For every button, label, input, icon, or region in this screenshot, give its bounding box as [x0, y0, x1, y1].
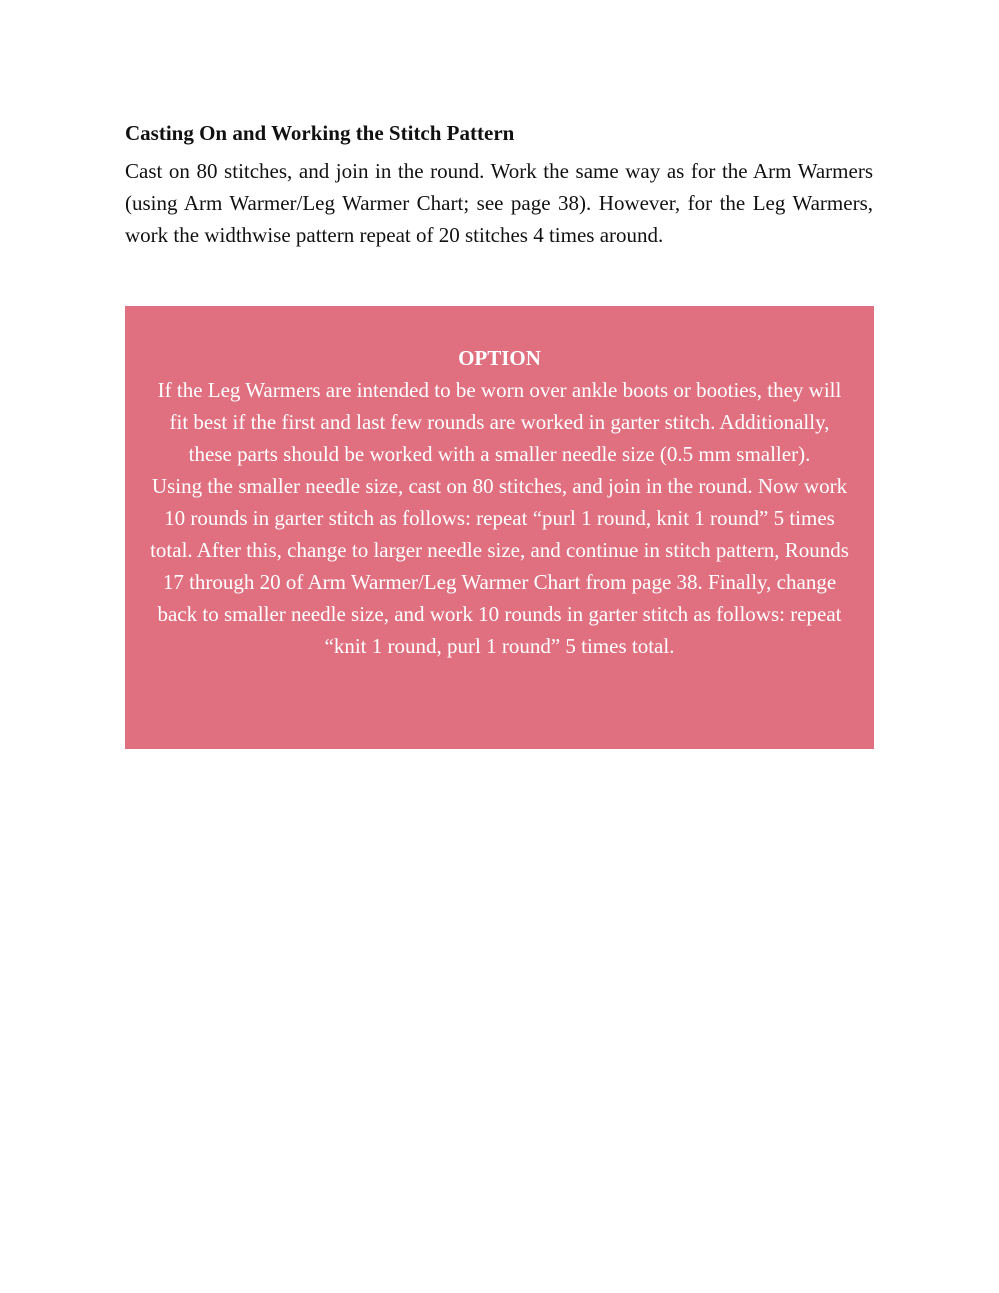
body-paragraph: Cast on 80 stitches, and join in the round. Work the same way as for the Arm Warmers (using Arm Warmer/Leg Warmer Chart; see page 38). However, for the Leg Warmers, work the widthwise pattern repeat of 20 stitches 4 times around. — [125, 159, 873, 247]
section-heading: Casting On and Working the Stitch Pattern — [125, 121, 515, 145]
option-callout-box — [125, 306, 874, 749]
option-paragraph-2: Using the smaller needle size, cast on 80 stitches, and join in the round. Now work 10 rounds in garter stitch as follows: repeat “purl 1 round, knit 1 round” 5 times total. After this, change to larger needle size, and continue in stitch pattern, Rounds 17 through 20 of Arm Warmer/Leg Warmer Chart from page 38. Finally, change back to smaller needle size, and work 10 rounds in garter stitch as follows: repeat “knit 1 round, purl 1 round” 5 times total. — [150, 474, 849, 658]
option-paragraph-1: If the Leg Warmers are intended to be worn over ankle boots or booties, they will fit best if the first and last few rounds are worked in garter stitch. Additionally, these parts should be worked with a smaller needle size (0.5 mm smaller). — [157, 378, 842, 466]
option-title: OPTION — [458, 346, 541, 370]
